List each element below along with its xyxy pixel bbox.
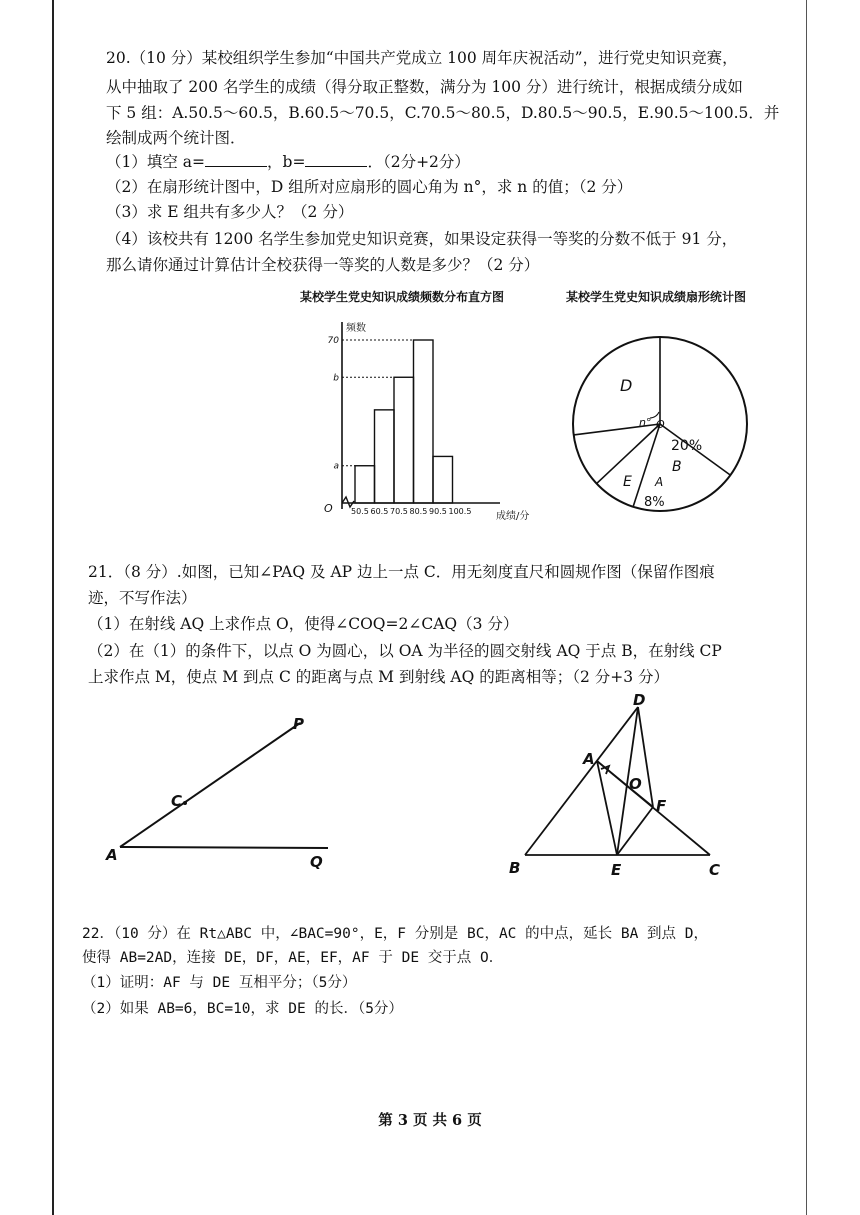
- histogram-xlabel: 成绩/分: [496, 511, 530, 522]
- label-o: O: [629, 775, 642, 793]
- label-p: P: [293, 715, 304, 733]
- label-f: F: [656, 797, 667, 815]
- q22-part2: （2）如果 AB=6，BC=10，求 DE 的长．（5分）: [82, 1001, 403, 1017]
- histogram-x-tick: 90.5: [429, 507, 447, 516]
- label-b: B: [509, 859, 521, 877]
- q22-line2: 使得 AB=2AD，连接 DE，DF，AE，EF，AF 于 DE 交于点 O．: [82, 950, 504, 966]
- pie-label-d: D: [620, 376, 633, 395]
- page-footer: 第 3 页 共 6 页: [378, 1112, 482, 1129]
- q20-part1-suffix: ．（2分+2分）: [367, 153, 470, 171]
- pie-label-a: A: [655, 475, 664, 489]
- histogram-x-tick: 100.5: [448, 507, 472, 516]
- q20-part1-prefix: （1）填空 a=: [106, 153, 206, 171]
- q21-line1: 21．（8 分）.如图，已知∠PAQ 及 AP 边上一点 C．用无刻度直尺和圆规作图（保留作图痕: [88, 563, 715, 581]
- q20-part1: [106, 151, 470, 173]
- pie-label-b: B: [672, 459, 682, 475]
- q20-part2: （2）在扇形统计图中，D 组所对应扇形的圆心角为 n°，求 n 的值；（2 分）: [106, 178, 633, 196]
- histogram-y-tick: 70: [327, 336, 339, 346]
- histogram-x-tick: 50.5: [351, 507, 369, 516]
- histogram-y-tick: b: [333, 373, 339, 384]
- histogram-bar: [433, 456, 453, 503]
- answer-blank-b: [305, 152, 367, 167]
- q21-part2-line2: 上求作点 M，使点 M 到点 C 的距离与点 M 到射线 AQ 的距离相等；（2 分+3 分）: [88, 668, 670, 686]
- histogram-x-tick: 80.5: [409, 507, 428, 516]
- q22-line1: 22．（10 分）在 Rt△ABC 中，∠BAC=90°，E，F 分别是 BC，AC 的中点，延长 BA 到点 D，: [82, 926, 709, 942]
- sector-pie-chart: [560, 285, 785, 525]
- pie-label-b-pct: 20%: [671, 438, 703, 454]
- histogram-bar: [375, 410, 395, 503]
- histogram-bar: [355, 466, 375, 503]
- right-angle-mark: [601, 766, 609, 774]
- histogram-x-tick: 70.5: [390, 507, 408, 516]
- pie-label-o: O: [656, 418, 665, 431]
- pie-label-a-pct: 8%: [644, 495, 665, 510]
- q20-line1: 20.（10 分）某校组织学生参加“中国共产党成立 100 周年庆祝活动”，进行党史知识竞赛，: [106, 49, 738, 67]
- label-a2: A: [583, 750, 595, 768]
- label-e: E: [611, 861, 622, 879]
- histogram-bar: [414, 340, 434, 503]
- axis-break-mark: [342, 497, 354, 507]
- q20-line3: 下 5 组：A.50.5～60.5，B.60.5～70.5，C.70.5～80.5，D.80.5～90.5，E.90.5～100.5．并: [106, 104, 780, 122]
- q21-line2: 迹，不写作法）: [88, 589, 197, 607]
- label-d: D: [633, 691, 646, 709]
- ray-aq: [120, 847, 328, 848]
- answer-blank-a: [205, 152, 267, 167]
- q22-part1: （1）证明：AF 与 DE 互相平分；（5分）: [82, 975, 357, 991]
- q20-part3: （3）求 E 组共有多少人？（2 分）: [106, 203, 354, 221]
- label-q: Q: [310, 853, 323, 871]
- histogram-ylabel: 频数: [346, 323, 366, 334]
- ray-ap: [120, 723, 300, 847]
- pie-title: 某校学生党史知识成绩扇形统计图: [566, 290, 747, 304]
- angle-paq-figure: [100, 705, 350, 875]
- histogram-y-tick: a: [333, 461, 339, 472]
- histogram-bar: [394, 377, 414, 503]
- q21-part1: （1）在射线 AQ 上求作点 O，使得∠COQ=2∠CAQ（3 分）: [88, 615, 519, 633]
- triangle-abc-figure: [505, 693, 735, 883]
- pie-label-n: n°: [639, 416, 652, 429]
- label-c: C: [171, 792, 183, 810]
- page-left-edge: [52, 0, 54, 1215]
- histogram-origin-label: O: [324, 502, 333, 515]
- page-right-edge: [806, 0, 807, 1215]
- q20-part4-line2: 那么请你通过计算估计全校获得一等奖的人数是多少？（2 分）: [106, 256, 540, 274]
- histogram-x-tick: 60.5: [370, 507, 389, 516]
- q20-part4-line1: （4）该校共有 1200 名学生参加党史知识竞赛，如果设定获得一等奖的分数不低于 91 分，: [106, 230, 738, 248]
- q20-part1-mid: ，b=: [267, 153, 306, 171]
- frequency-histogram: [300, 285, 540, 525]
- pie-label-e: E: [623, 474, 632, 490]
- q20-line2: 从中抽取了 200 名学生的成绩（得分取正整数，满分为 100 分）进行统计，根据成绩分成如: [106, 78, 743, 96]
- label-a: A: [106, 846, 118, 864]
- histogram-title: 某校学生党史知识成绩频数分布直方图: [300, 290, 505, 304]
- q21-part2-line1: （2）在（1）的条件下，以点 O 为圆心，以 OA 为半径的圆交射线 AQ 于点 B，在射线 CP: [88, 642, 722, 660]
- point-c: [183, 801, 187, 805]
- label-c2: C: [709, 861, 721, 879]
- q20-line4: 绘制成两个统计图．: [106, 129, 246, 147]
